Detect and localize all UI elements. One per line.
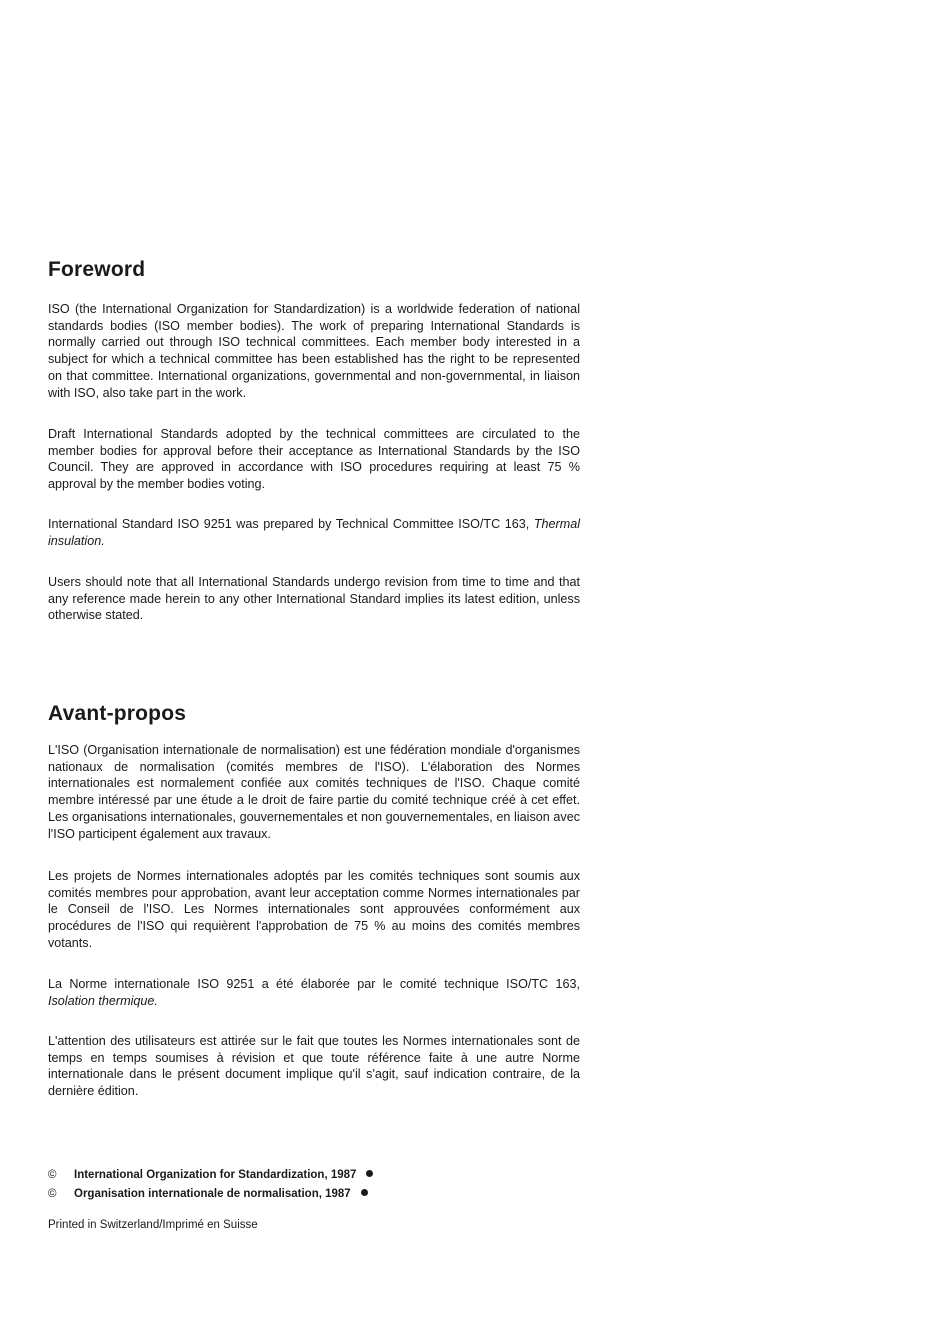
avant-propos-paragraph-2: Les projets de Normes internationales adoptés par les comités techniques sont soumis aux comités membres pour approbation, avant leur acceptation comme Normes internationales par le Conseil de l'ISO. Les Normes internationales sont approuvées conformément aux procédures de l'ISO qui requièrent l'approbation de 75 % au moins des comités membres votants. <box>48 869 580 950</box>
copyright-french-text: Organisation internationale de normalisation, 1987 <box>74 1188 351 1200</box>
foreword-paragraph-4: Users should note that all International Standards undergo revision from time to time and that any reference made herein to any other International Standard implies its latest edition, unless otherwise stated. <box>48 575 580 623</box>
bullet-dot-icon <box>366 1170 373 1177</box>
printed-in-note: Printed in Switzerland/Imprimé en Suisse <box>48 1219 258 1231</box>
foreword-committee-title: Thermal insulation. <box>48 517 581 548</box>
copyright-icon: © <box>48 1169 57 1181</box>
avant-propos-paragraph-3 <box>48 976 580 1009</box>
foreword-paragraph-3-text: International Standard ISO 9251 was prepared by Technical Committee ISO/TC 163, <box>48 517 530 531</box>
copyright-english-text: International Organization for Standardization, 1987 <box>74 1169 357 1181</box>
copyright-icon: © <box>48 1188 57 1200</box>
avant-propos-paragraph-4: L'attention des utilisateurs est attirée sur le fait que toutes les Normes internationales sont de temps en temps soumises à révision et que toute référence faite à une autre Norme internationale dans le présent document implique qu'il s'agit, sauf indication contraire, de la dernière édition. <box>48 1034 580 1099</box>
avant-propos-paragraph-3-text: La Norme internationale ISO 9251 a été élaborée par le comité technique ISO/TC 163, <box>48 977 580 991</box>
avant-propos-paragraph-1: L'ISO (Organisation internationale de normalisation) est une fédération mondiale d'organismes nationaux de normalisation (comités membres de l'ISO). L'élaboration des Normes internationales est normalement confiée aux comités techniques de l'ISO. Chaque comité membre intéressé par une étude a le droit de faire partie du comité technique créé à cet effet. Les organisations internationales, gouvernementales et non gouvernementales, en liaison avec l'ISO participent également aux travaux. <box>48 743 580 841</box>
foreword-title: Foreword <box>48 258 146 281</box>
bullet-dot-icon <box>361 1189 368 1196</box>
copyright-french <box>48 1188 368 1200</box>
foreword-paragraph-2: Draft International Standards adopted by the technical committees are circulated to the member bodies for approval before their acceptance as International Standards by the ISO Council. They are approved in accordance with ISO procedures requiring at least 75 % approval by the member bodies voting. <box>48 427 580 492</box>
avant-propos-title: Avant-propos <box>48 702 187 725</box>
avant-propos-committee-title: Isolation thermique. <box>48 993 158 1008</box>
copyright-english <box>48 1169 373 1181</box>
foreword-paragraph-3 <box>48 516 580 549</box>
foreword-paragraph-1: ISO (the International Organization for Standardization) is a worldwide federation of national standards bodies (ISO member bodies). The work of preparing International Standards is normally carried out through ISO technical committees. Each member body interested in a subject for which a technical committee has been established has the right to be represented on that committee. International organizations, governmental and non-governmental, in liaison with ISO, also take part in the work. <box>48 302 580 400</box>
